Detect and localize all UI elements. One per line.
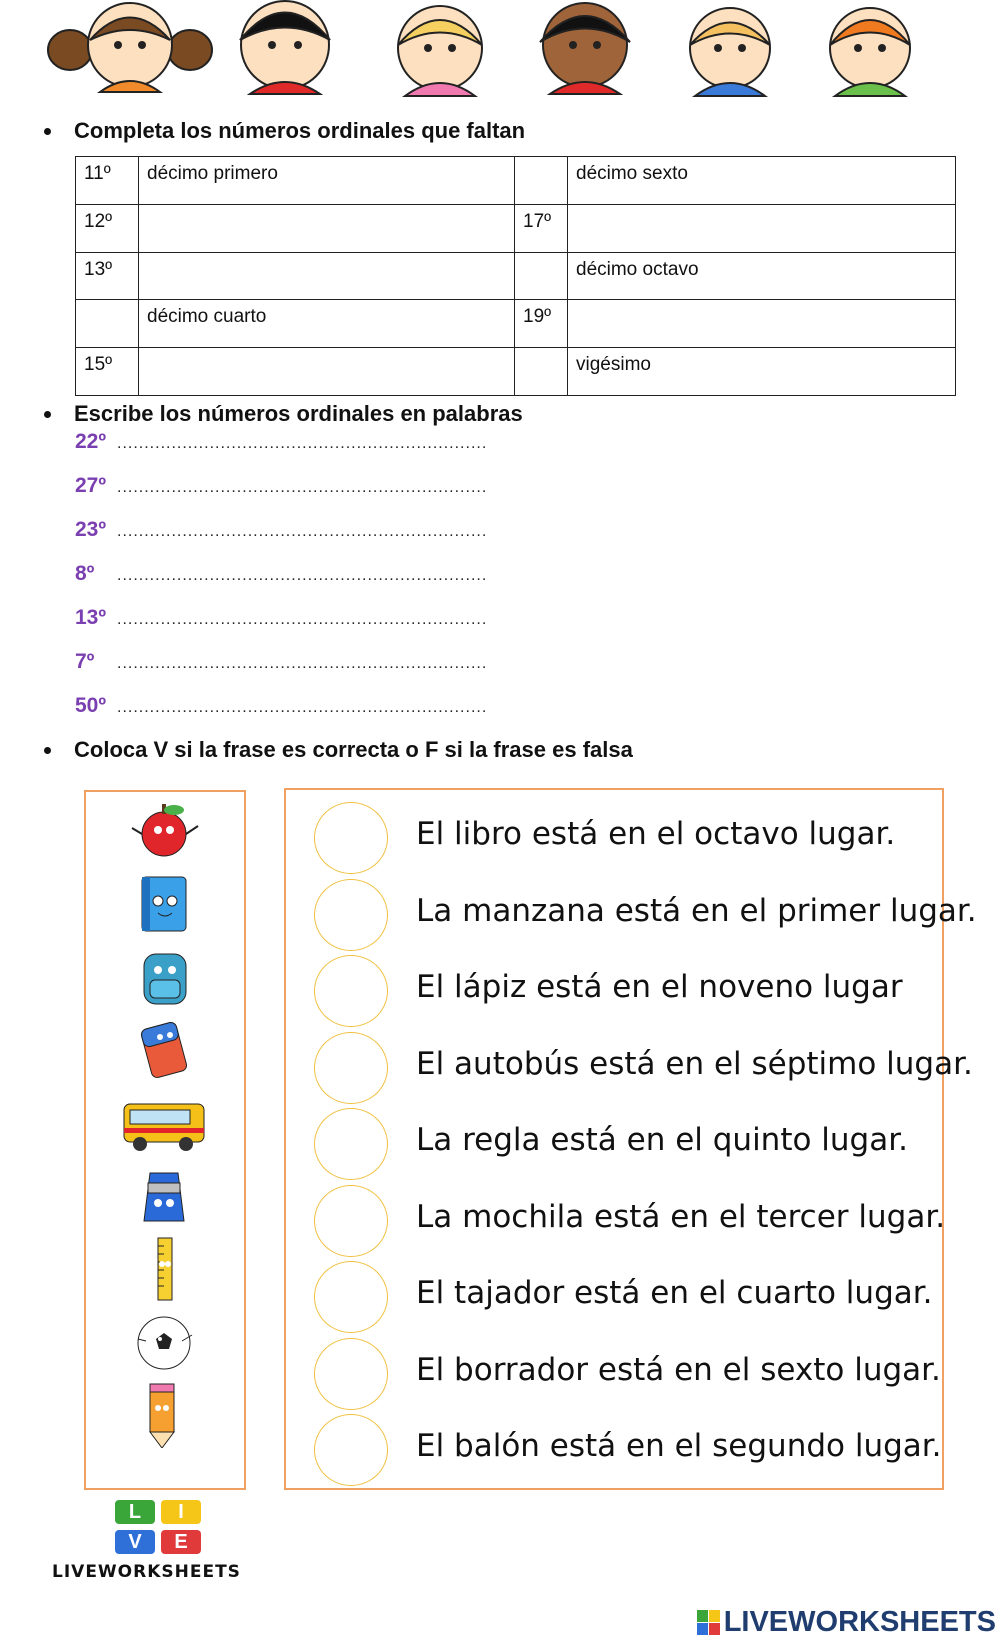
- backpack-icon: [120, 944, 208, 1010]
- ordinal-number-cell[interactable]: [515, 252, 568, 300]
- sentence-text: El balón está en el segundo lugar.: [416, 1428, 942, 1464]
- sentence-text: El autobús está en el séptimo lugar.: [416, 1045, 973, 1082]
- bullet-icon: [44, 411, 51, 418]
- table-row: [76, 300, 956, 348]
- answer-dots[interactable]: ....................................................................: [117, 699, 488, 716]
- ordinal-number-cell: 15º: [76, 348, 139, 396]
- ordinal-line[interactable]: [75, 474, 487, 498]
- ordinal-number-cell[interactable]: [515, 157, 568, 205]
- footer-brand-text: LIVEWORKSHEETS: [723, 1606, 996, 1638]
- ordinal-word-cell: décimo primero: [139, 157, 515, 205]
- logo-letter-v: V: [115, 1530, 155, 1554]
- ordinal-number-cell: 19º: [515, 300, 568, 348]
- answer-circle[interactable]: [314, 802, 388, 874]
- ordinal-word-cell[interactable]: [568, 204, 956, 252]
- ordinal-number-cell: 17º: [515, 204, 568, 252]
- ordinal-line[interactable]: [75, 650, 487, 674]
- answer-circle[interactable]: [314, 1414, 388, 1486]
- pictures-column: [84, 790, 246, 1490]
- ordinal-number: 27º: [75, 474, 107, 497]
- ordinal-line[interactable]: [75, 694, 487, 718]
- sentence-text: La manzana está en el primer lugar.: [416, 892, 977, 929]
- answer-circle[interactable]: [314, 1032, 388, 1104]
- table-row: [76, 348, 956, 396]
- ordinal-number-cell: 11º: [76, 157, 139, 205]
- section-2-title: Escribe los números ordinales en palabras: [74, 401, 523, 426]
- section-heading-2: [44, 401, 523, 427]
- answer-dots[interactable]: ....................................................................: [117, 611, 488, 628]
- logo-letter-e: E: [161, 1530, 201, 1554]
- ordinal-number: 7º: [75, 650, 95, 673]
- ordinal-word-cell: vigésimo: [568, 348, 956, 396]
- ball-icon: [120, 1309, 208, 1375]
- sentence-text: El lápiz está en el noveno lugar: [416, 969, 903, 1005]
- ordinal-number-cell[interactable]: [515, 348, 568, 396]
- ordinal-line[interactable]: [75, 518, 487, 542]
- bullet-icon: [44, 747, 51, 754]
- ordinal-number: 22º: [75, 430, 107, 453]
- answer-dots[interactable]: ....................................................................: [117, 479, 488, 496]
- logo-letter-l: L: [115, 1500, 155, 1524]
- book-icon: [120, 871, 208, 937]
- answer-circle[interactable]: [314, 1108, 388, 1180]
- sentence-text: El borrador está en el sexto lugar.: [416, 1351, 941, 1388]
- bullet-icon: [44, 128, 51, 135]
- table-row: [76, 204, 956, 252]
- liveworksheets-logo: [52, 1500, 272, 1590]
- ordinal-word-cell: décimo octavo: [568, 252, 956, 300]
- ordinal-line[interactable]: [75, 606, 487, 630]
- answer-circle[interactable]: [314, 955, 388, 1027]
- ordinal-number-cell: 12º: [76, 204, 139, 252]
- ordinal-word-cell[interactable]: [568, 300, 956, 348]
- sentence-text: La regla está en el quinto lugar.: [416, 1122, 908, 1158]
- ordinal-number: 50º: [75, 694, 107, 717]
- answer-circle[interactable]: [314, 1338, 388, 1410]
- ordinal-word-cell[interactable]: [139, 348, 515, 396]
- live-mini-icon: [697, 1610, 721, 1636]
- ordinal-line[interactable]: [75, 562, 487, 586]
- ordinal-word-cell: décimo sexto: [568, 157, 956, 205]
- section-heading-3: [44, 737, 633, 763]
- section-heading-1: [44, 118, 525, 144]
- answer-dots[interactable]: ....................................................................: [117, 567, 488, 584]
- table-row: [76, 157, 956, 205]
- eraser-icon: [120, 1017, 208, 1083]
- answer-dots[interactable]: ....................................................................: [117, 655, 488, 672]
- ordinal-number: 13º: [75, 606, 107, 629]
- section-1-title: Completa los números ordinales que faltan: [74, 118, 526, 143]
- bus-icon: [120, 1090, 208, 1156]
- ordinal-number-cell[interactable]: [76, 300, 139, 348]
- answer-dots[interactable]: ....................................................................: [117, 523, 488, 540]
- kids-banner-image: [40, 0, 960, 100]
- pencil-icon: [120, 1382, 208, 1448]
- sentence-text: El libro está en el octavo lugar.: [416, 816, 896, 852]
- sentence-text: La mochila está en el tercer lugar.: [416, 1198, 946, 1235]
- answer-circle[interactable]: [314, 1261, 388, 1333]
- ordinal-number: 8º: [75, 562, 95, 585]
- ordinal-word-cell: décimo cuarto: [139, 300, 515, 348]
- answer-circle[interactable]: [314, 1185, 388, 1257]
- sentence-text: El tajador está en el cuarto lugar.: [416, 1275, 933, 1311]
- ordinal-line[interactable]: [75, 430, 487, 454]
- logo-letter-i: I: [161, 1500, 201, 1524]
- sentences-box: [284, 788, 977, 1490]
- answer-circle[interactable]: [314, 879, 388, 951]
- logo-brand-text: LIVEWORKSHEETS: [52, 1562, 241, 1582]
- sharpener-icon: [120, 1163, 208, 1229]
- footer-brand[interactable]: [697, 1606, 996, 1639]
- ordinal-table: [75, 156, 956, 396]
- apple-icon: [120, 798, 208, 864]
- ordinal-number: 23º: [75, 518, 107, 541]
- section-3-title: Coloca V si la frase es correcta o F si la frase es falsa: [74, 737, 633, 762]
- ruler-icon: [120, 1236, 208, 1302]
- ordinal-number-cell: 13º: [76, 252, 139, 300]
- answer-dots[interactable]: ....................................................................: [117, 435, 488, 452]
- table-row: [76, 252, 956, 300]
- ordinal-word-cell[interactable]: [139, 204, 515, 252]
- ordinal-word-cell[interactable]: [139, 252, 515, 300]
